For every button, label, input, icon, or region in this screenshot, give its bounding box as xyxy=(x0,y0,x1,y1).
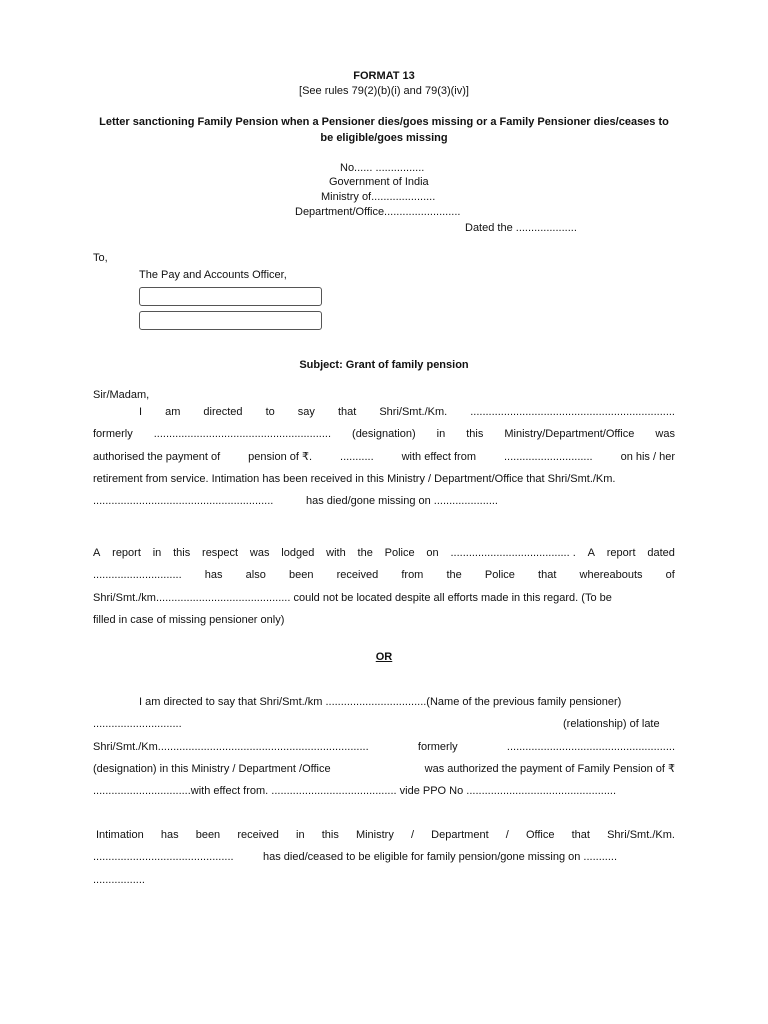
government-label: Government of India xyxy=(329,176,429,188)
para3-line5: ................................with effect from. ......................................... vide PPO No ................................................. xyxy=(93,785,617,797)
to-label: To, xyxy=(93,252,108,264)
para2-line1: A report in this respect was lodged with the Police on ....................................... . A report dated xyxy=(93,547,675,559)
letter-number: No...... ................ xyxy=(340,162,425,174)
para4-line2b: has died/ceased to be eligible for family pension/gone missing on ........... xyxy=(263,851,618,863)
para1-line2: formerly .......................................................... (designation) in this Ministry/Department/Office was xyxy=(93,428,675,440)
para3-line3: Shri/Smt./Km..................................................................... formerly ....................................................... xyxy=(93,741,675,753)
para2-line2: ............................. has also been received from the Police that whereabouts of xyxy=(93,569,675,581)
or-separator: OR xyxy=(375,651,393,663)
recipient-title: The Pay and Accounts Officer, xyxy=(139,269,287,281)
dated-line: Dated the .................... xyxy=(465,222,577,234)
para1-line3: authorised the payment of pension of ₹. ........... with effect from ............................. on his / her xyxy=(93,451,675,463)
para3-line2a: ............................. xyxy=(93,718,182,730)
rules-reference: [See rules 79(2)(b)(i) and 79(3)(iv)] xyxy=(299,85,469,97)
format-number: FORMAT 13 xyxy=(353,70,415,82)
letter-title-line2: be eligible/goes missing xyxy=(320,132,448,144)
para4-line1: Intimation has been received in this Ministry / Department / Office that Shri/Smt./Km. xyxy=(96,829,675,841)
address-line2-field[interactable] xyxy=(139,311,322,330)
para2-line3: Shri/Smt./km............................................ could not be located despite all efforts made in this regard. (To be xyxy=(93,592,612,604)
para2-line4: filled in case of missing pensioner only) xyxy=(93,614,285,626)
address-line1-field[interactable] xyxy=(139,287,322,306)
salutation: Sir/Madam, xyxy=(93,389,150,401)
para1-line5b: has died/gone missing on ..................... xyxy=(306,495,498,507)
para3-line1: I am directed to say that Shri/Smt./km .................................(Name of the previous family pensioner) xyxy=(139,696,622,708)
para1-line5a: ........................................................... xyxy=(93,495,274,507)
para3-line2b: (relationship) of late xyxy=(563,718,660,730)
subject-line: Subject: Grant of family pension xyxy=(299,359,469,371)
ministry-line: Ministry of..................... xyxy=(321,191,436,203)
para4-line2a: .............................................. xyxy=(93,851,234,863)
para1-line1: I am directed to say that Shri/Smt./Km. ................................................................... xyxy=(139,406,675,418)
para3-line4: (designation) in this Ministry / Department /Office was authorized the payment of Family Pension of ₹ xyxy=(93,763,675,775)
letter-title-line1: Letter sanctioning Family Pension when a Pensioner dies/goes missing or a Family Pensioner dies/ceases to xyxy=(99,116,669,128)
para1-line4: retirement from service. Intimation has been received in this Ministry / Department/Office that Shri/Smt./Km. xyxy=(93,473,616,485)
department-line: Department/Office......................... xyxy=(295,206,461,218)
para4-line3: ................. xyxy=(93,874,145,886)
